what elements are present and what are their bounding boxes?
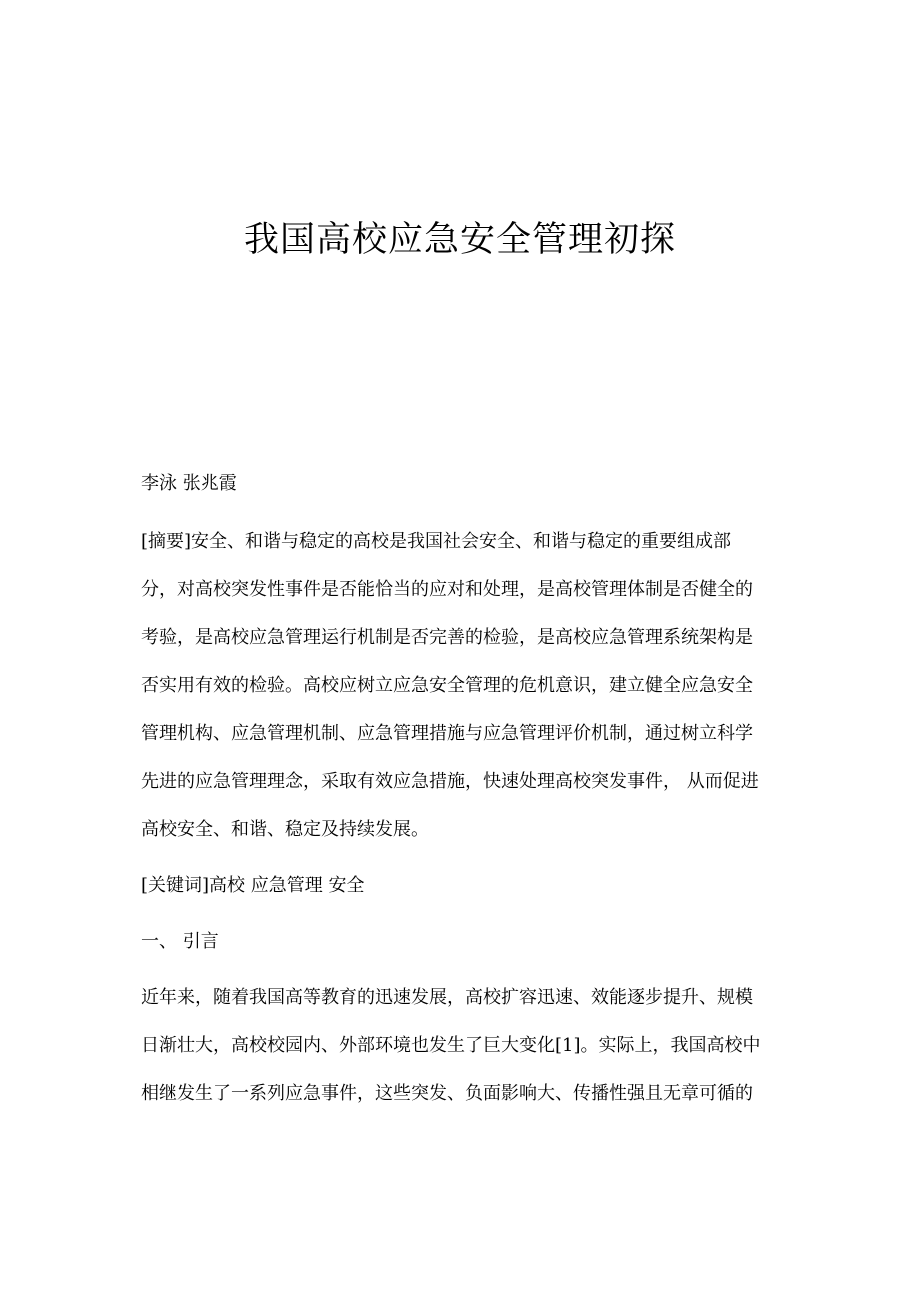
keywords-line [141,874,365,898]
body-line: 日渐壮大，高校校园内、外部环境也发生了巨大变化[1]。实际上，我国高校中 [141,1035,761,1056]
keywords-label: [关键词] [141,875,210,896]
keywords-text: 高校 应急管理 安全 [209,875,365,896]
authors: 李泳 张兆霞 [141,473,237,494]
document-title: 我国高校应急安全管理初探 [243,220,676,260]
abstract-line: 分，对高校突发性事件是否能恰当的应对和处理，是高校管理体制是否健全的 [141,579,753,600]
abstract-line: 考验，是高校应急管理运行机制是否完善的检验，是高校应急管理系统架构是 [141,627,753,648]
abstract-line [141,530,731,554]
abstract-line: 高校安全、和谐、稳定及持续发展。 [141,819,429,840]
section-heading: 一、 引言 [141,931,219,952]
abstract-line: 否实用有效的检验。高校应树立应急安全管理的危机意识，建立健全应急安全 [141,675,753,696]
abstract-line: 管理机构、应急管理机制、应急管理措施与应急管理评价机制，通过树立科学 [141,723,753,744]
body-line: 相继发生了一系列应急事件，这些突发、负面影响大、传播性强且无章可循的 [141,1083,753,1104]
abstract-line: 先进的应急管理理念，采取有效应急措施，快速处理高校突发事件， 从而促进 [141,771,759,792]
abstract-text: 安全、和谐与稳定的高校是我国社会安全、和谐与稳定的重要组成部 [191,531,732,552]
abstract-label: [摘要] [141,531,192,552]
body-line: 近年来，随着我国高等教育的迅速发展，高校扩容迅速、效能逐步提升、规模 [141,987,753,1008]
